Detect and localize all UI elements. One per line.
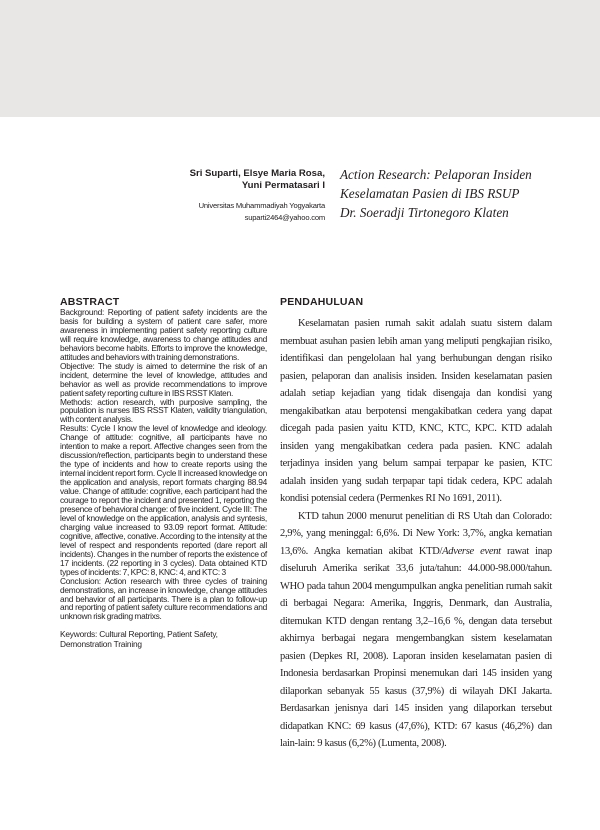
abstract-background: Background: Reporting of patient safety incidents are the basis for building a system of patient care safer, more awareness in implementing patient safety reporting culture will require knowledge, awareness to change attitudes and behaviors become habits. Efforts to improve the knowledge, attitudes and behaviors with training demonstrations. <box>60 307 267 362</box>
author-line: Sri Suparti, Elsye Maria Rosa, <box>189 168 325 179</box>
abstract-conclusion: Conclusion: Action research with three cycles of training demonstrations, an increase in knowledge, change attitudes and behavior of all participants. There is a plan to follow-up and reporting of patient safety culture recommendations and unknown risk grading matrixs. <box>60 575 267 622</box>
author-email: suparti2464@yahoo.com <box>244 213 325 222</box>
intro-paragraph-2 <box>280 508 552 753</box>
introduction-heading: PENDAHULUAN <box>280 296 364 308</box>
author-names <box>90 168 325 192</box>
intro-p2-text: KTD tahun 2000 menurut penelitian di RS Utah dan Colorado: 2,9%, yang meninggal: 6,6%. Di New York: 3,7%, angka kematian 13,6%. Angka kematian akibat KTD/ <box>280 510 552 557</box>
abstract-objective: Objective: The study is aimed to determine the risk of an incident, determine the level of knowledge, attitudes and behavior as well as provide recommendations to improve patient safety reporting culture in IBS RSST Klaten. <box>60 360 267 398</box>
abstract-heading: ABSTRACT <box>60 296 120 308</box>
abstract-methods: Methods: action research, with purposive sampling, the population is nurses IBS RSST Klaten, validity triangulation, with content analysis. <box>60 396 267 425</box>
title-line: Dr. Soeradji Tirtonegoro Klaten <box>340 205 509 220</box>
header-band <box>0 0 600 117</box>
intro-p2-italic: Adverse event <box>442 545 501 557</box>
author-block <box>90 168 325 223</box>
article-title <box>340 165 560 222</box>
abstract-results: Results: Cycle I know the level of knowledge and ideology. Change of attitude: cognitive, all participants have no intention to make a report. Affective changes seen from the discussion/reflection, participants begin to understand these the type of incidents and how to create reports using the internal incident report form. Cycle II increased knowledge on the application and analysis, report formats charging 88.94 value. Change of attitude: cognitive, each participant had the courage to report the incident and presented 1, reporting the presence of behavioral change: of five incident. Cycle III: The level of knowledge on the application, analysis and syntesis, charging value increased to 93.09 report format. Attitude: cognitive, affective, conative. According to the intensity at the level of respect and respondents reported (dare report all incidents). Changes in the number of reports the existence of 17 incidents. (22 reporting in 3 cycles). Data obtained KTD types of incidents: 7, KPC: 8, KNC: 4, and KTC: 3 <box>60 423 267 577</box>
keywords: Keywords: Cultural Reporting, Patient Safety, Demonstration Training <box>60 629 218 649</box>
intro-p2-text: rawat inap diseluruh Amerika serikat 33,6 juta/tahun: 44.000-98.000/tahun. WHO pada tahun 2004 mengumpulkan angka penelitian rumah sakit di berbagai Negara: Amerika, Inggris, Denmark, dan Australia, ditemukan KTD dengan rentang 3,2–16,6 %, dengan data tersebut akhirnya berbagai negara mengembangkan sistem keselamatan pasien (Depkes RI, 2008). Laporan insiden keselamatan pasien di Indonesia berdasarkan Propinsi menemukan dari 145 insiden yang dilaporkan sebanyak 55 kasus (37,9%) di wilayah DKI Jakarta. Berdasarkan jenisnya dari 145 insiden yang dilaporkan tersebut didapatkan KNC: 69 kasus (47,6%), KTD: 67 kasus (46,2%) dan lain-lain: 9 kasus (6,2%) (Lumenta, 2008). <box>280 545 552 749</box>
title-line: Keselamatan Pasien di IBS RSUP <box>340 186 520 201</box>
introduction-section <box>280 296 552 753</box>
abstract-section <box>60 296 267 649</box>
title-line: Action Research: Pelaporan Insiden <box>340 167 532 182</box>
author-line: Yuni Permatasari I <box>241 180 325 191</box>
intro-paragraph-1: Keselamatan pasien rumah sakit adalah suatu sistem dalam membuat asuhan pasien lebih aman yang meliputi pengkajian risiko, identifikasi dan pengelolaan hal yang berhubungan dengan risiko pasien, pelaporan dan analisis insiden. Insiden keselamatan pasien adalah setiap kejadian yang tidak disengaja dan kondisi yang mengakibatkan atau berpotensi mengakibatkan cedera yang dapat dicegah pada pasien yaitu KTD, KNC, KTC, KPC. KTD adalah insiden yang mengakibatkan cedera pada pasien. KNC adalah terjadinya insiden yang belum sampai terpapar ke pasien, KTC adalah insiden yang sudah terpapar tapi tidak cedera, KPC adalah kondisi potensial cedera (Permenkes RI No 1691, 2011). <box>280 318 552 504</box>
affiliation: Universitas Muhammadiyah Yogyakarta <box>198 201 325 210</box>
